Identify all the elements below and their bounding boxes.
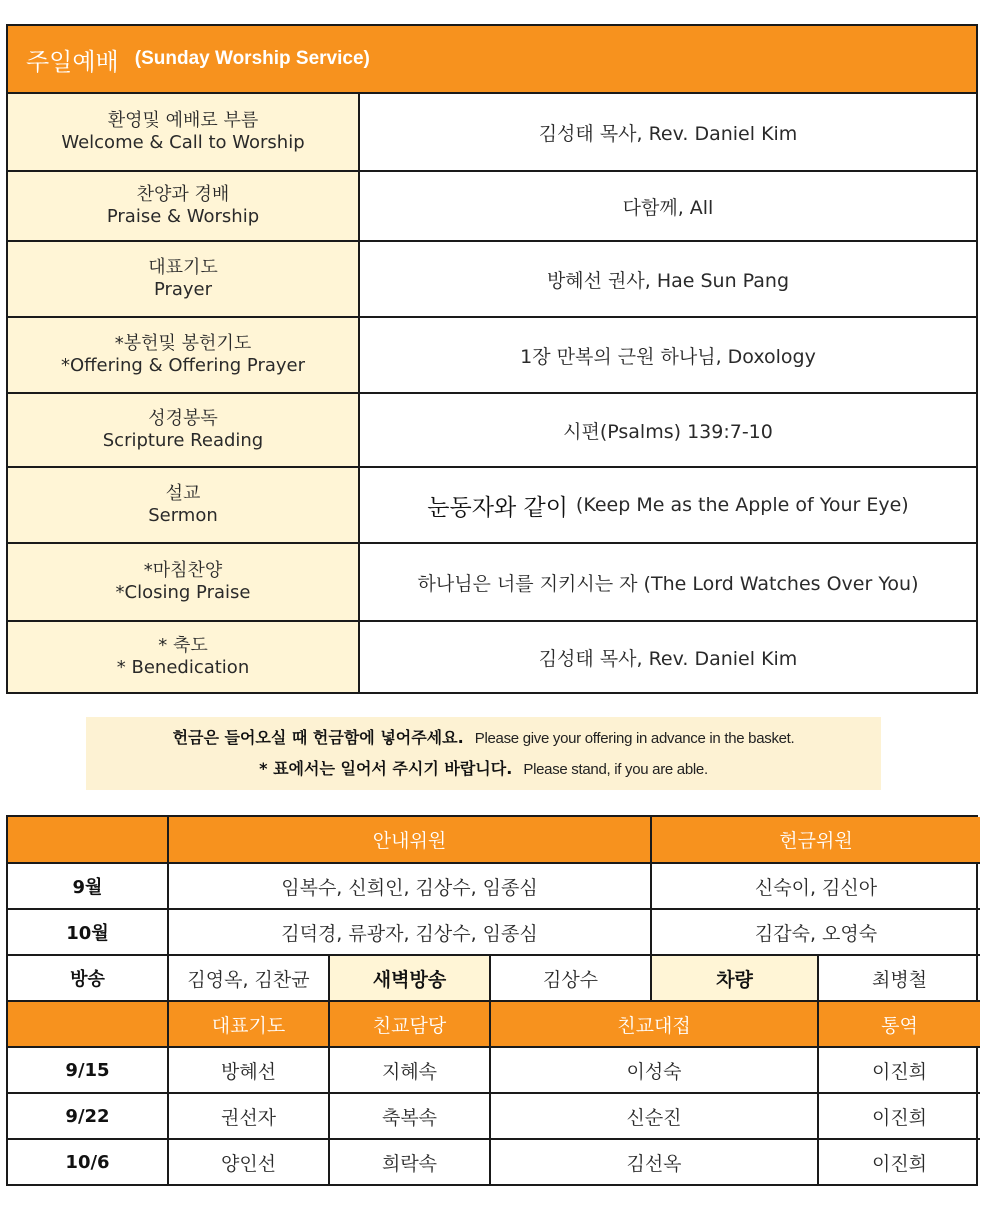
- order-value: 시편(Psalms) 139:7-10: [563, 420, 773, 443]
- offering-notice: [86, 717, 881, 790]
- usher-header: 안내위원: [168, 817, 651, 863]
- order-row-prayer: [8, 242, 976, 318]
- duty-fellowship: 지혜속: [329, 1047, 490, 1093]
- order-label-en: * Benedication: [116, 657, 250, 678]
- order-label: [8, 622, 360, 692]
- order-label-en: Prayer: [153, 279, 213, 300]
- order-row-scripture: [8, 394, 976, 468]
- order-label: [8, 94, 360, 170]
- title-english: (Sunday Worship Service): [134, 48, 370, 69]
- broadcast-row: [8, 955, 980, 1001]
- volunteer-header-row: [8, 817, 980, 863]
- order-value: 1장 만복의 근원 하나님, Doxology: [520, 345, 816, 368]
- duty-interpret: 이진희: [818, 1139, 980, 1184]
- order-label: [8, 468, 360, 542]
- offering-names: 신숙이, 김신아: [651, 863, 980, 909]
- duty-hospitality: 김선옥: [490, 1139, 818, 1184]
- notice-line-1-en: Please give your offering in advance in the basket.: [474, 729, 795, 747]
- order-value: 하나님은 너를 지키시는 자 (The Lord Watches Over You): [417, 572, 919, 595]
- order-value: 방혜선 권사, Hae Sun Pang: [546, 269, 790, 292]
- month-row: [8, 863, 980, 909]
- corner-cell: [8, 1001, 168, 1047]
- broadcast-label: 방송: [8, 955, 168, 1001]
- usher-names: 김덕경, 류광자, 김상수, 임종심: [168, 909, 651, 955]
- order-label: [8, 394, 360, 466]
- duty-date: 9/22: [8, 1093, 168, 1139]
- duty-interpret: 이진희: [818, 1047, 980, 1093]
- worship-order-header: [8, 26, 976, 94]
- duty-prayer: 방혜선: [168, 1047, 329, 1093]
- order-label-ko: 찬양과 경배: [136, 184, 230, 205]
- sermon-title-en: (Keep Me as the Apple of Your Eye): [575, 494, 909, 516]
- volunteer-grid: [8, 817, 980, 1184]
- order-label: [8, 318, 360, 392]
- order-label-ko: 대표기도: [148, 257, 218, 278]
- order-label-ko: *봉헌및 봉헌기도: [114, 333, 252, 354]
- duty-row: [8, 1139, 980, 1184]
- duty-fellowship: 희락속: [329, 1139, 490, 1184]
- order-label: [8, 172, 360, 240]
- order-row-offering: [8, 318, 976, 394]
- month-label: 9월: [8, 863, 168, 909]
- duty-prayer: 권선자: [168, 1093, 329, 1139]
- duty-hospitality: 신순진: [490, 1093, 818, 1139]
- order-label-en: Praise & Worship: [106, 206, 260, 227]
- prayer-header: 대표기도: [168, 1001, 329, 1047]
- duty-interpret: 이진희: [818, 1093, 980, 1139]
- corner-cell: [8, 817, 168, 863]
- order-value: 김성태 목사, Rev. Daniel Kim: [538, 122, 798, 145]
- month-label: 10월: [8, 909, 168, 955]
- month-row: [8, 909, 980, 955]
- order-label-en: Welcome & Call to Worship: [61, 132, 305, 153]
- duty-hospitality: 이성숙: [490, 1047, 818, 1093]
- broadcast-names: 김영옥, 김찬균: [168, 955, 329, 1001]
- notice-line-2-en: Please stand, if you are able.: [523, 760, 708, 778]
- duty-header-row: [8, 1001, 980, 1047]
- worship-order-table: [6, 24, 978, 694]
- duty-row: [8, 1047, 980, 1093]
- notice-line-2-ko: * 표에서는 일어서 주시기 바랍니다.: [259, 758, 513, 778]
- order-value: 김성태 목사, Rev. Daniel Kim: [538, 647, 798, 670]
- dawn-broadcast-label: 새벽방송: [329, 955, 490, 1001]
- order-label-en: Sermon: [148, 505, 218, 526]
- fellowship-header: 친교담당: [329, 1001, 490, 1047]
- order-label-ko: 환영및 예배로 부름: [107, 110, 259, 131]
- order-value: 다함께, All: [622, 196, 714, 219]
- order-label-ko: 설교: [165, 483, 201, 504]
- duty-row: [8, 1093, 980, 1139]
- order-row-closing: [8, 544, 976, 622]
- order-value: [360, 468, 976, 542]
- duty-prayer: 양인선: [168, 1139, 329, 1184]
- order-label-ko: 성경봉독: [148, 408, 218, 429]
- order-row-sermon: [8, 468, 976, 544]
- dawn-broadcast-name: 김상수: [490, 955, 651, 1001]
- hospitality-header: 친교대접: [490, 1001, 818, 1047]
- sermon-title-ko: 눈동자와 같이: [427, 494, 568, 521]
- order-row-welcome: [8, 94, 976, 172]
- vehicle-label: 차량: [651, 955, 818, 1001]
- order-row-benediction: [8, 622, 976, 692]
- order-row-praise: [8, 172, 976, 242]
- notice-line-1: [173, 723, 795, 754]
- order-label: [8, 242, 360, 316]
- duty-date: 10/6: [8, 1139, 168, 1184]
- title-korean: 주일예배: [26, 47, 119, 76]
- volunteer-table: [6, 815, 978, 1186]
- notice-line-2: [259, 754, 708, 785]
- interpret-header: 통역: [818, 1001, 980, 1047]
- order-label-en: *Offering & Offering Prayer: [60, 355, 306, 376]
- notice-line-1-ko: 헌금은 들어오실 때 헌금함에 넣어주세요.: [172, 727, 464, 747]
- order-label: [8, 544, 360, 620]
- order-label-ko: * 축도: [158, 635, 208, 656]
- duty-fellowship: 축복속: [329, 1093, 490, 1139]
- vehicle-name: 최병철: [818, 955, 980, 1001]
- order-label-en: Scripture Reading: [102, 430, 264, 451]
- usher-names: 임복수, 신희인, 김상수, 임종심: [168, 863, 651, 909]
- offering-names: 김갑숙, 오영숙: [651, 909, 980, 955]
- order-label-ko: *마침찬양: [143, 560, 223, 581]
- order-label-en: *Closing Praise: [115, 582, 251, 603]
- duty-date: 9/15: [8, 1047, 168, 1093]
- offering-header: 헌금위원: [651, 817, 980, 863]
